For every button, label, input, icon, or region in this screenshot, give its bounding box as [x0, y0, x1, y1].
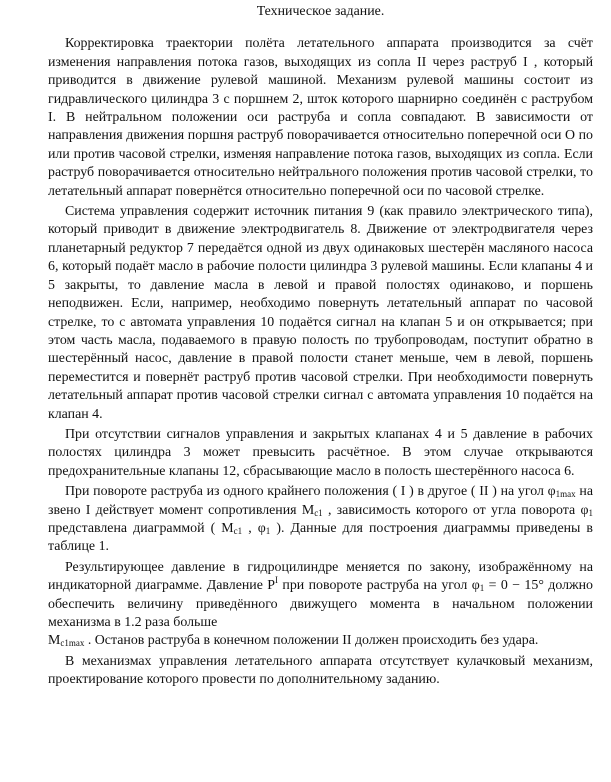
pressure-superscript-I: I: [275, 575, 279, 586]
phi-symbol: φ: [471, 578, 480, 594]
document-title: Техническое задание.: [256, 4, 385, 19]
p4-text-2: на звено I действует момент сопротивления: [48, 484, 593, 518]
paragraph-2: Система управления содержит источник питания 9 (как правило электрического типа), который приводит в движение электродвигатель 8. Движение от электродвигателя через планетарный редуктор 7 передаётся одной из двух одинаковых шестерён масляного насоса 6, который подаёт масло в рабочие полости цилиндра 3 рулевой машины. Если клапаны 4 и 5 закрыты, то давление масла в левой и правой полостях одинаково, и поршень неподвижен. Если, например, необходимо повернуть летательный аппарат по часовой стрелке, то с автомата управления 10 подаётся сигнал на клапан 5 и он открывается; при этом часть масла, подаваемого в правую полость по трубопроводам, поступит обратно в шестерённый насос, давление в правой полости станет меньше, чем в левой, поршень переместится и повернёт раструб против часовой стрелки. При необходимости повернуть летательный аппарат против часовой стрелки сигнал с автомата управления 10 подаётся на клапан 4.: [48, 204, 593, 422]
p4-text-5: ,: [242, 520, 258, 536]
phi-subscript-1max: 1max: [555, 489, 576, 500]
moment-subscript-c1: c1: [314, 507, 323, 518]
moment-symbol: M: [48, 633, 61, 649]
p5-text-2: при повороте раструба на угол: [278, 578, 472, 594]
p5-text-3: должно обеспечить величину приведённого движущего момента в начальном положении механизма в 1.2 раза больше: [48, 578, 593, 630]
paragraph-4: [48, 483, 593, 557]
p5-text-4: . Останов раструба в конечном положении II должен происходить без удара.: [84, 633, 539, 649]
moment-subscript-c1max: c1max: [60, 638, 85, 649]
p4-text-4: представлена диаграммой (: [48, 520, 222, 536]
moment-symbol: M: [221, 520, 234, 536]
phi-symbol: φ: [257, 520, 266, 536]
paragraph-3: При отсутствии сигналов управления и закрытых клапанах 4 и 5 давление в рабочих полостях цилиндра 3 может превысить расчётное. В этом случае открываются предохранительные клапаны 12, сбрасывающие масло в полость шестерённого насоса 6.: [48, 426, 593, 479]
phi-symbol: φ: [547, 484, 556, 500]
moment-subscript-c1: c1: [233, 525, 243, 536]
phi-subscript-1: 1: [265, 525, 271, 536]
p5-text-1: Результирующее давление в гидроцилиндре меняется по закону, изображённому на индикаторной диаграмме. Давление P: [48, 559, 593, 594]
phi-symbol: φ: [580, 502, 589, 518]
phi-subscript-1: 1: [479, 583, 485, 594]
p4-text-1: При повороте раструба из одного крайнего положения ( I ) в другое ( II ) на угол: [65, 484, 548, 500]
paragraph-5: [48, 559, 593, 651]
p4-text-6: ). Данные для построения диаграммы приведены в таблице 1.: [48, 520, 593, 555]
moment-symbol: M: [301, 502, 315, 518]
p4-text-3: , зависимость которого от угла поворота: [322, 502, 581, 518]
paragraph-6: В механизмах управления летательного аппарата отсутствует кулачковый механизм, проектирование которого провести по дополнительному заданию.: [48, 653, 593, 688]
angle-range: = 0 − 15°: [484, 578, 544, 594]
phi-subscript-1: 1: [588, 507, 593, 518]
paragraph-1: Корректировка траектории полёта летательного аппарата производится за счёт изменения направления потока газов, выходящих из сопла II через раструб I , который приводится в движение рулевой машиной. Механизм рулевой машины состоит из гидравлического цилиндра 3 с поршнем 2, шток которого шарнирно соединён с раструбом I. В нейтральном положении оси раструба и сопла совпадают. В зависимости от направления движения поршня раструб поворачивается относительно поперечной оси O по или против часовой стрелки, изменяя направление потока газов, выходящих из сопла. Если раструб поворачивается относительно нейтрального положения против часовой стрелки, то летательный аппарат повернётся относительно поперечной оси по часовой стрелке.: [48, 36, 593, 199]
